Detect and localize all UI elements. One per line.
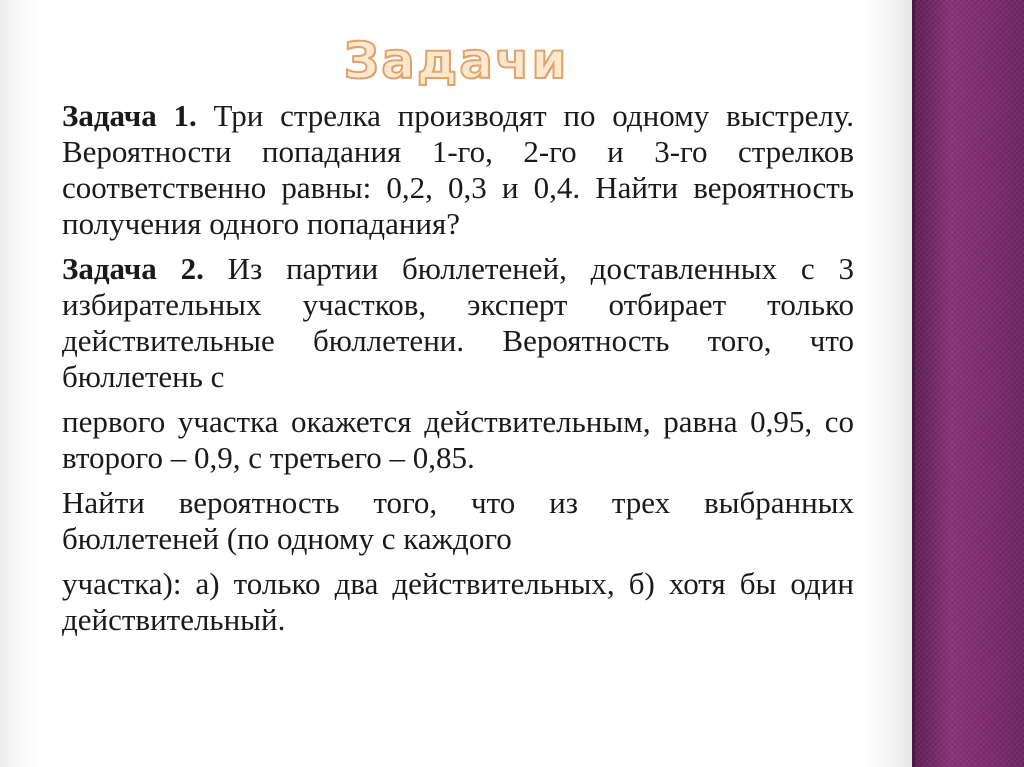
task-2-continuation-2 bbox=[62, 485, 854, 557]
left-page-shadow bbox=[0, 0, 40, 767]
task-1-text: Три стрелка производят по одному выстрелу. Вероятности попадания 1-го, 2-го и 3-го стрелков соответственно равны: 0,2, 0,3 и 0,4. Найти вероятность получения одного попадания? bbox=[62, 98, 854, 241]
task-2-continuation-2-text: Найти вероятность того, что из трех выбранных бюллетеней (по одному с каждого bbox=[62, 485, 854, 556]
task-1-label: Задача 1. bbox=[62, 98, 197, 133]
task-2-text: Из партии бюллетеней, доставленных с 3 избирательных участков, эксперт отбирает только действительные бюллетени. Вероятность того, что бюллетень с bbox=[62, 251, 854, 394]
task-2-paragraph bbox=[62, 251, 854, 395]
task-1-paragraph bbox=[62, 98, 854, 242]
task-2-label: Задача 2. bbox=[62, 251, 204, 286]
task-2-continuation-3 bbox=[62, 566, 854, 638]
task-2-continuation-3-text: участка): а) только два действительных, б) хотя бы один действительный. bbox=[62, 566, 854, 637]
right-page-shadow bbox=[860, 0, 912, 767]
side-band-edge bbox=[912, 0, 915, 767]
task-2-continuation-1-text: первого участка окажется действительным, равна 0,95, со второго – 0,9, с третьего – 0,85. bbox=[62, 404, 854, 475]
slide-title: Задачи bbox=[343, 32, 569, 90]
task-2-continuation-1 bbox=[62, 404, 854, 476]
slide-content bbox=[62, 98, 854, 647]
decorative-side-band bbox=[912, 0, 1024, 767]
